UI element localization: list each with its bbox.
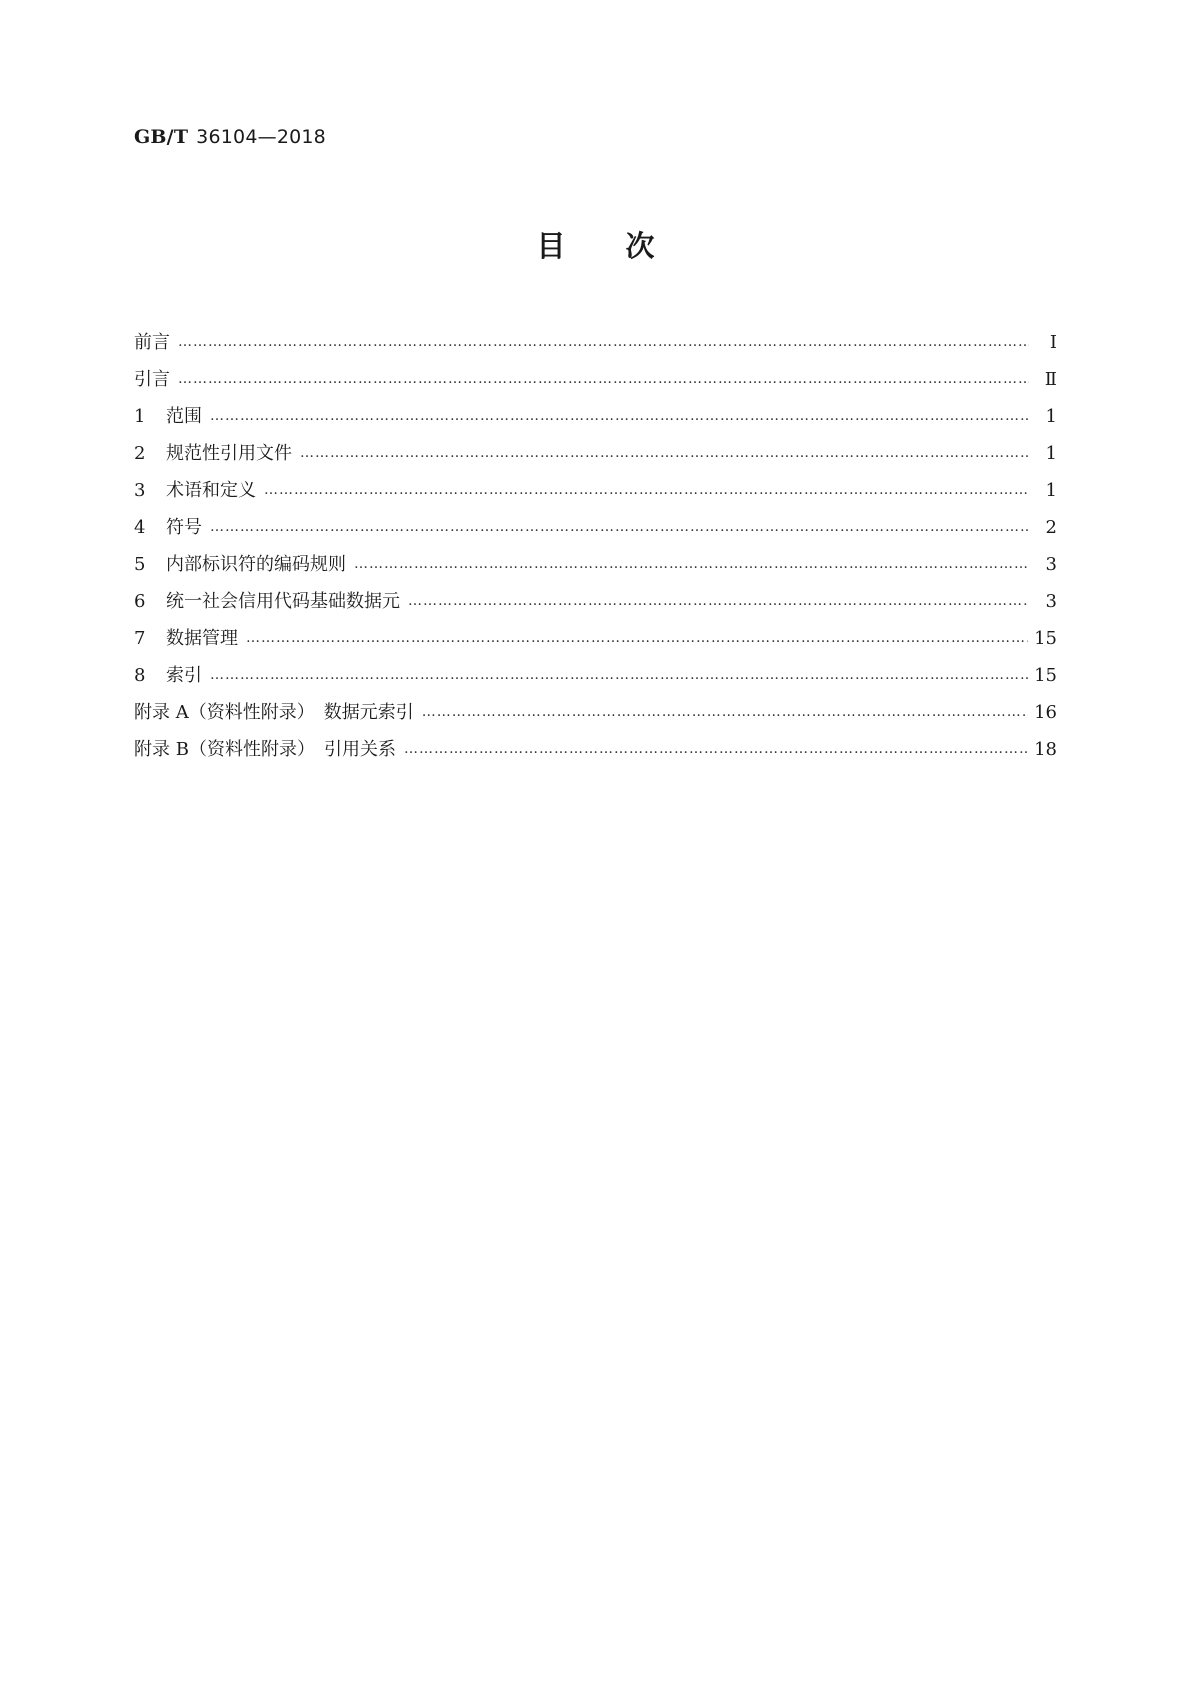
toc-leader-dots	[178, 334, 1029, 350]
toc-entry-page: Ⅱ	[1044, 369, 1057, 390]
toc-leader-dots	[264, 482, 1029, 498]
toc-entry[interactable]	[134, 735, 1057, 772]
toc-leader-dots	[354, 556, 1029, 572]
toc-entry[interactable]	[134, 513, 1057, 550]
toc-entry-page: 18	[1034, 739, 1057, 760]
standard-code	[134, 126, 326, 148]
toc-leader-dots	[178, 371, 1029, 387]
toc-entry-page: Ⅰ	[1049, 332, 1057, 353]
toc-leader-dots	[404, 741, 1028, 757]
toc-entry[interactable]	[134, 624, 1057, 661]
toc-entry-page: 2	[1045, 517, 1057, 538]
toc-entry-label: 前言	[134, 332, 170, 353]
toc-leader-dots	[246, 630, 1028, 646]
toc-entry-number: 2	[134, 443, 146, 464]
toc-leader-dots	[210, 519, 1029, 535]
toc-entry-label: 规范性引用文件	[166, 443, 292, 464]
toc-entry-page: 1	[1045, 406, 1057, 427]
page-title: 目次	[536, 229, 715, 263]
toc-entry-label: 术语和定义	[166, 480, 256, 501]
toc-entry[interactable]	[134, 328, 1057, 365]
toc-entry-number: 8	[134, 665, 146, 686]
toc-leader-dots	[210, 667, 1028, 683]
toc-entry-page: 15	[1034, 628, 1057, 649]
toc-entry-label: 数据管理	[166, 628, 238, 649]
toc-entry-number: 4	[134, 517, 146, 538]
toc-entry-number: 3	[134, 480, 146, 501]
toc-entry-page: 1	[1045, 480, 1057, 501]
toc-entry-page: 15	[1034, 665, 1057, 686]
toc-entry[interactable]	[134, 587, 1057, 624]
toc-entry-label: 范围	[166, 406, 202, 427]
toc-entry-label: 附录 A（资料性附录） 数据元索引	[134, 702, 414, 723]
toc-entry-number: 7	[134, 628, 146, 649]
toc-entry-number: 6	[134, 591, 146, 612]
toc-entry-page: 3	[1045, 554, 1057, 575]
toc-entry[interactable]	[134, 365, 1057, 402]
toc-entry[interactable]	[134, 550, 1057, 587]
toc-entry-label: 引言	[134, 369, 170, 390]
toc-entry[interactable]	[134, 476, 1057, 513]
toc-entry-number: 5	[134, 554, 146, 575]
toc-entry-label: 内部标识符的编码规则	[166, 554, 346, 575]
toc-entry-page: 1	[1045, 443, 1057, 464]
toc-leader-dots	[422, 704, 1028, 720]
standard-prefix: GB/T	[134, 126, 189, 148]
toc-leader-dots	[300, 445, 1029, 461]
table-of-contents	[134, 328, 1057, 772]
toc-entry[interactable]	[134, 661, 1057, 698]
toc-entry-label: 附录 B（资料性附录） 引用关系	[134, 739, 396, 760]
toc-entry-label: 统一社会信用代码基础数据元	[166, 591, 400, 612]
toc-entry-page: 3	[1045, 591, 1057, 612]
toc-entry-number: 1	[134, 406, 146, 427]
toc-entry[interactable]	[134, 439, 1057, 476]
standard-number: 36104—2018	[196, 126, 326, 148]
toc-leader-dots	[408, 593, 1029, 609]
toc-entry[interactable]	[134, 402, 1057, 439]
toc-entry-label: 符号	[166, 517, 202, 538]
toc-entry-label: 索引	[166, 665, 202, 686]
toc-entry-page: 16	[1034, 702, 1057, 723]
toc-entry[interactable]	[134, 698, 1057, 735]
toc-leader-dots	[210, 408, 1029, 424]
